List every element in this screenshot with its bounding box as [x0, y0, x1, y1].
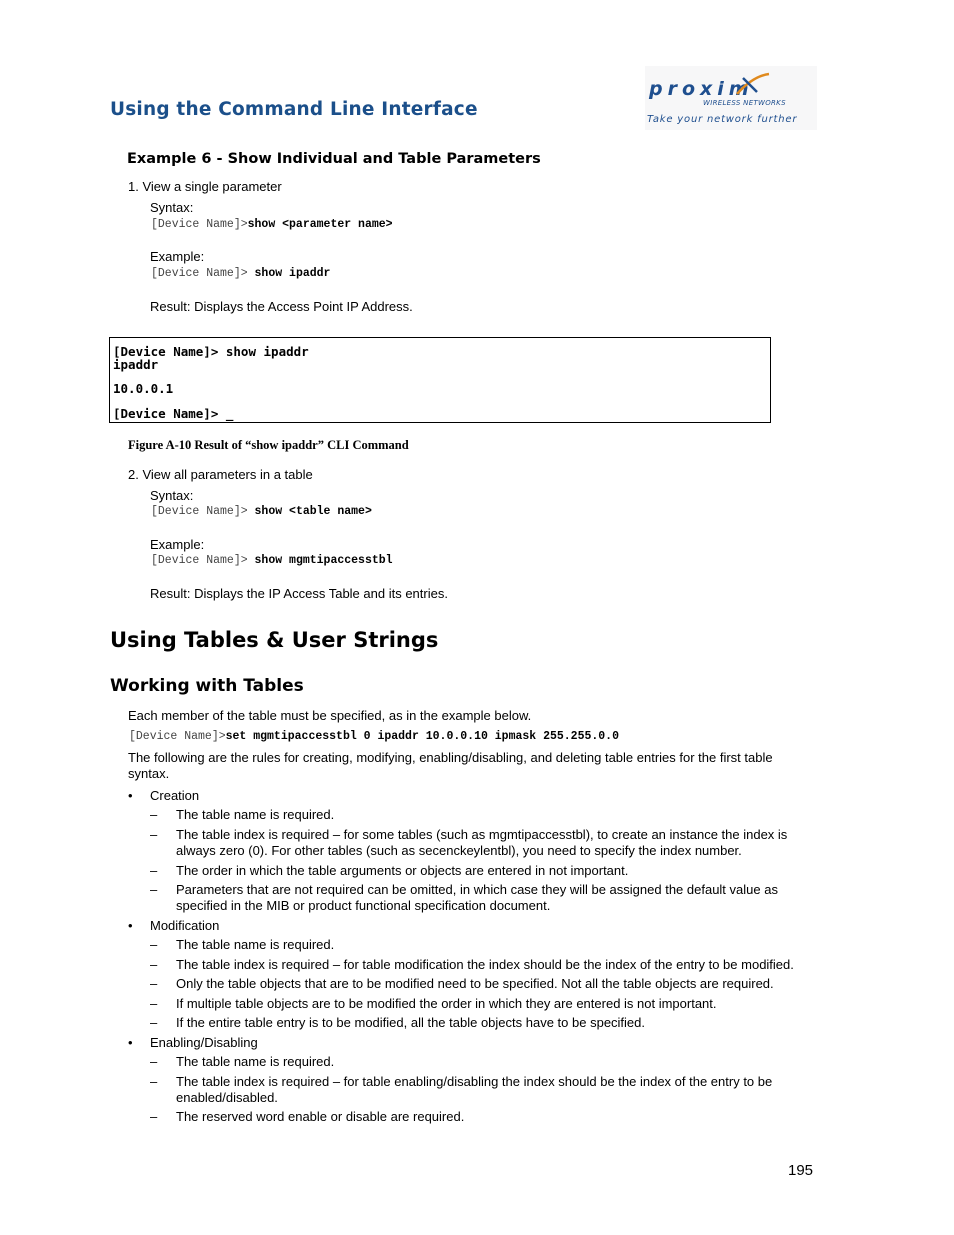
dash-icon: –	[150, 937, 158, 952]
list-item: The order in which the table arguments or objects are entered in not important.	[176, 863, 629, 878]
modification-label: Modification	[150, 918, 220, 933]
list-item: The table name is required.	[176, 1054, 335, 1069]
intro-text: Each member of the table must be specified, as in the example below.	[128, 708, 532, 723]
figure-caption: Figure A-10 Result of “show ipaddr” CLI Command	[128, 438, 409, 452]
dash-icon: –	[150, 1074, 158, 1089]
list-item: The table index is required – for table enabling/disabling the index should be the index of the entry to be enabled/disabled.	[176, 1074, 773, 1105]
logo-swoosh-icon	[733, 72, 773, 98]
cli-line: ipaddr	[113, 357, 159, 372]
result-1: Result: Displays the Access Point IP Address.	[150, 299, 413, 314]
dash-icon: –	[150, 1054, 158, 1069]
result-2: Result: Displays the IP Access Table and its entries.	[150, 586, 448, 601]
command: show <parameter name>	[247, 218, 393, 231]
command: set mgmtipaccesstbl 0 ipaddr 10.0.0.10 ipmask 255.255.0.0	[225, 730, 619, 743]
example-label-1: Example:	[150, 249, 205, 264]
header-title: Using the Command Line Interface	[110, 99, 478, 120]
bullet-icon: •	[128, 1035, 133, 1050]
dash-icon: –	[150, 807, 158, 822]
command: show ipaddr	[254, 267, 331, 280]
dash-icon: –	[150, 996, 158, 1011]
example-line-1	[151, 267, 330, 280]
list-item: The table index is required – for table modification the index should be the index of the entry to be modified.	[176, 957, 794, 972]
cli-screenshot	[109, 337, 771, 423]
dash-icon: –	[150, 1015, 158, 1030]
example-line-2	[151, 554, 393, 567]
cli-line: 10.0.0.1	[113, 381, 174, 396]
page-number: 195	[788, 1162, 814, 1179]
prompt: [Device Name]>	[151, 218, 248, 231]
list-item: Only the table objects that are to be modified need to be specified. Not all the table objects are required.	[176, 976, 774, 991]
dash-icon: –	[150, 976, 158, 991]
creation-label: Creation	[150, 788, 200, 803]
logo-tagline: Take your network further	[647, 114, 798, 125]
command: show <table name>	[254, 505, 372, 518]
subsection-heading: Working with Tables	[110, 676, 304, 696]
dash-icon: –	[150, 957, 158, 972]
list-item: If the entire table entry is to be modified, all the table objects have to be specified.	[176, 1015, 646, 1030]
syntax-line-1	[151, 218, 393, 231]
list-item: The table name is required.	[176, 807, 335, 822]
list-item: The table name is required.	[176, 937, 335, 952]
cli-line: [Device Name]> _	[113, 406, 234, 421]
cli-line: [Device Name]> show ipaddr	[113, 344, 309, 359]
syntax-label-1: Syntax:	[150, 200, 194, 215]
syntax-line-2	[151, 505, 372, 518]
syntax-label-2: Syntax:	[150, 488, 194, 503]
dash-icon: –	[150, 863, 158, 878]
bullet-icon: •	[128, 788, 133, 803]
code-example	[129, 730, 619, 743]
dash-icon: –	[150, 882, 158, 897]
prompt: [Device Name]>	[151, 267, 248, 280]
proxim-logo	[645, 66, 817, 130]
enabling-label: Enabling/Disabling	[150, 1035, 258, 1050]
list-item: The table index is required – for some tables (such as mgmtipaccesstbl), to create an instance the index is always zero (0). For other tables (such as secenckeylentbl), you need to specify the index number.	[176, 827, 788, 858]
example-title: Example 6 - Show Individual and Table Parameters	[127, 151, 541, 167]
example-label-2: Example:	[150, 537, 205, 552]
prompt: [Device Name]>	[151, 554, 248, 567]
prompt: [Device Name]>	[129, 730, 226, 743]
list-item: If multiple table objects are to be modified the order in which they are entered is not important.	[176, 996, 717, 1011]
step-1: 1. View a single parameter	[128, 179, 282, 194]
logo-wordmark: proxim	[649, 78, 754, 100]
list-item: Parameters that are not required can be omitted, in which case they will be assigned the default value as specified in the MIB or product functional specification document.	[176, 882, 778, 913]
prompt: [Device Name]>	[151, 505, 248, 518]
bullet-icon: •	[128, 918, 133, 933]
dash-icon: –	[150, 827, 158, 842]
list-item: The reserved word enable or disable are required.	[176, 1109, 465, 1124]
section-heading: Using Tables & User Strings	[110, 628, 439, 652]
command: show mgmtipaccesstbl	[254, 554, 393, 567]
step-2: 2. View all parameters in a table	[128, 467, 313, 482]
logo-subline: WIRELESS NETWORKS	[703, 99, 786, 107]
rules-intro: The following are the rules for creating, modifying, enabling/disabling, and deleting table entries for the first table syntax.	[128, 750, 773, 781]
dash-icon: –	[150, 1109, 158, 1124]
